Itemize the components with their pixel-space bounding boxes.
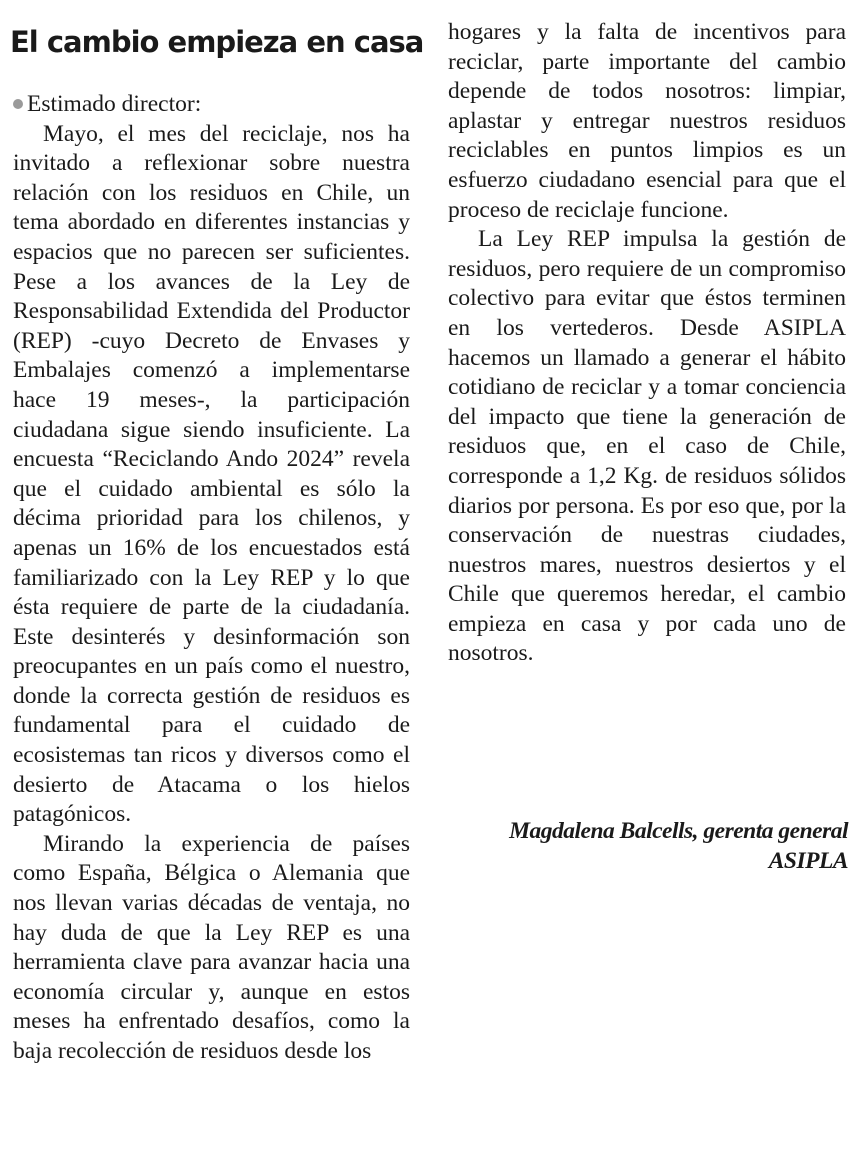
bullet-dot-icon bbox=[13, 99, 23, 109]
left-column bbox=[13, 90, 410, 1067]
salutation-text: Estimado director: bbox=[27, 91, 202, 117]
signature-organization: ASIPLA bbox=[768, 847, 848, 874]
body-paragraph-continued: hogares y la falta de incentivos para reciclar, parte importante del cambio depende de todos nosotros: limpiar, aplastar y entregar nuestros residuos reciclables en puntos limpios es un esfuerzo ciudadano esencial para que el proceso de reciclaje funcione. bbox=[448, 19, 846, 223]
signature-name-role: Magdalena Balcells, gerenta general bbox=[509, 818, 848, 844]
right-column bbox=[448, 18, 846, 669]
body-paragraph-1: Mayo, el mes del reciclaje, nos ha invitado a reflexionar sobre nuestra relación con los residuos en Chile, un tema abordado en diferentes instancias y espacios que no parecen ser suficientes. Pese a los avances de la Ley de Responsabilidad Extendida del Productor (REP) -cuyo Decreto de Envases y Embalajes comenzó a implementarse hace 19 meses-, la participación ciudadana sigue siendo insuficiente. La encuesta “Reciclando Ando 2024” revela que el cuidado ambiental es sólo la décima prioridad para los chilenos, y apenas un 16% de los encuestados está familiarizado con la Ley REP y lo que ésta requiere de parte de la ciudadanía. Este desinterés y desinformación son preocupantes en un país como el nuestro, donde la correcta gestión de residuos es fundamental para el cuidado de ecosistemas tan ricos y diversos como el desierto de Atacama o los hielos patagónicos. bbox=[13, 120, 410, 828]
body-paragraph-2: Mirando la experiencia de países como España, Bélgica o Alemania que nos llevan varias décadas de ventaja, no hay duda de que la Ley REP es una herramienta clave para avanzar hacia una economía circular y, aunque en estos meses ha enfrentado desafíos, como la baja recolección de residuos desde los bbox=[13, 830, 410, 1064]
signature bbox=[428, 817, 848, 876]
salutation bbox=[13, 90, 410, 120]
article-headline: El cambio empieza en casa bbox=[10, 25, 424, 59]
body-paragraph-3: La Ley REP impulsa la gestión de residuos, pero requiere de un compromiso colectivo para evitar que éstos terminen en los vertederos. Desde ASIPLA hacemos un llamado a generar el hábito cotidiano de reciclar y a tomar conciencia del impacto que tiene la generación de residuos que, en el caso de Chile, corresponde a 1,2 Kg. de residuos sólidos diarios por persona. Es por eso que, por la conservación de nuestras ciudades, nuestros mares, nuestros desiertos y el Chile que queremos heredar, el cambio empieza en casa y por cada uno de nosotros. bbox=[448, 226, 846, 667]
